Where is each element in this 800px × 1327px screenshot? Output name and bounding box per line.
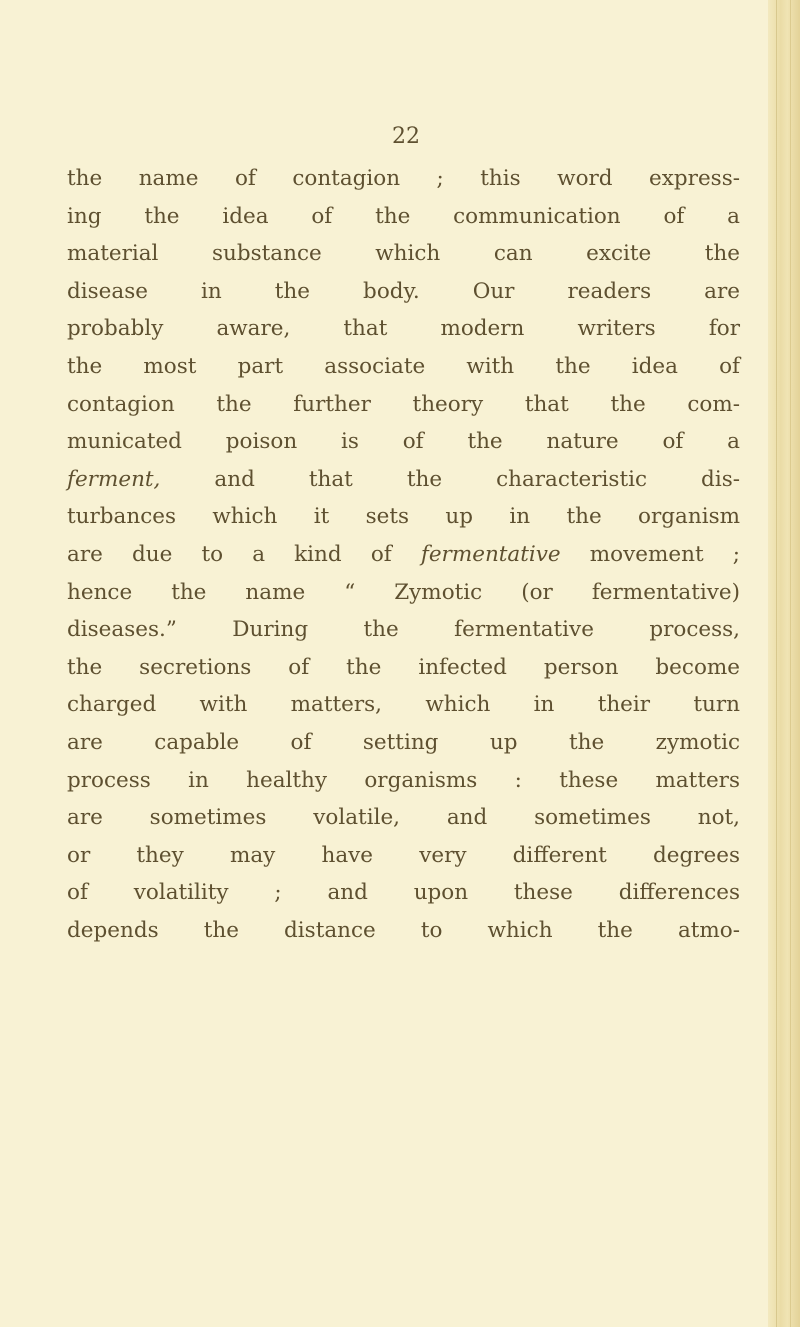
text-line: process in healthy organisms : these matters <box>67 767 740 793</box>
text-line: charged with matters, which in their turn <box>67 692 740 718</box>
text-line: the most part associate with the idea of <box>67 353 740 379</box>
text-line: or they may have very different degrees <box>67 842 740 868</box>
text-line: are capable of setting up the zymotic <box>67 729 740 755</box>
line-text: movement ; <box>560 541 740 567</box>
text-line: turbances which it sets up in the organism <box>67 504 740 530</box>
line-text: are due to a kind of <box>67 541 421 567</box>
text-line: hence the name “ Zymotic (or fermentative) <box>67 579 740 605</box>
body-text <box>67 160 740 949</box>
text-line: diseases.” During the fermentative process, <box>67 617 740 643</box>
text-line: disease in the body. Our readers are <box>67 278 740 304</box>
text-line: the secretions of the infected person become <box>67 654 740 680</box>
page-number: 22 <box>392 124 420 149</box>
text-line: material substance which can excite the <box>67 241 740 267</box>
text-line: ing the idea of the communication of a <box>67 203 740 229</box>
italic-word: ferment, <box>67 466 161 492</box>
text-line: depends the distance to which the atmo- <box>67 917 740 943</box>
text-line <box>67 536 740 574</box>
text-line: are sometimes volatile, and sometimes not, <box>67 805 740 831</box>
text-line: municated poison is of the nature of a <box>67 429 740 455</box>
text-line: the name of contagion ; this word express- <box>67 166 740 191</box>
text-line: of volatility ; and upon these differences <box>67 880 740 906</box>
italic-word: fermentative <box>420 541 561 567</box>
line-text: and that the characteristic dis- <box>160 466 740 492</box>
text-line: probably aware, that modern writers for <box>67 316 740 342</box>
book-binding-edge <box>768 0 800 1327</box>
text-line: contagion the further theory that the com- <box>67 391 740 417</box>
text-line <box>67 461 740 499</box>
